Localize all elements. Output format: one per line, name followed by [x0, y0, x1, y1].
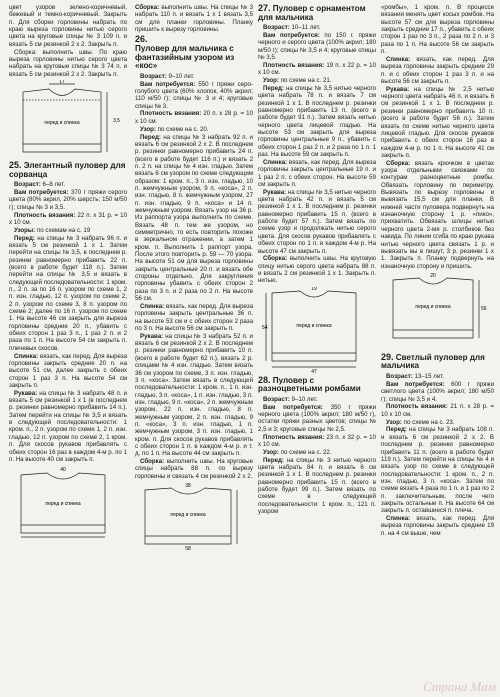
pattern-diagram-26	[135, 482, 253, 552]
pattern-diagram-24	[9, 80, 127, 158]
watermark: Страна Мам	[423, 679, 496, 694]
column-4: «ромбы», 1 кром. п. В процессе вязания менять цвет косых ромбов. На высоте 57 см для выреза горловины закрыть средние 17 п., убавить с обеих сторон 1 раз по 3 п., 2 раза по 2 п. и 3 раза по 1 п. На высоте 56 см закрыть п. Спинка: вязать, как перед. Для выреза горловины закрыть средние 29 п. и с обеих сторон 1 раз 3 п. и на высоте 56 см закрыть п. Рукава: на спицы № 2,5 нитью черного цвета набрать 46 п. и вязать 6 см резинкой 1 х 1. В последнем р. резинки равномерно прибавить 10 п. (всего в работе будет 56 п.). Затем вязать по схеме нитью черного цвета лицевой гладью. Для скосов рукавов прибавить с обеих сторон 16 раз в каждом 4-м р. по 1 п. На высоте 41 см закрыть п. Сборка: вязать крючком в цветах узора отдельными связками по контурам разноцветные ромбы. Обвязать горловину по периметру. Вывязать по вырезу горловины и вывязать 15,5 см для планки. В нижней части пуловера подвернуть на изнаночную сторону 1 р. «пико», прихватить. Обвязать шлицы нитью черного цвета 2-мя р. столбиков без накида. По линии сгиба по краю рукава нитью черного цвета связать 1 р. и вывязать вы в пишут, 3 р. резинки 1 х 1. Закрыть п. Планку подвернуть на изнаночную сторону и пришить. 20 56 перед и спинка 29. Светлый пуловер для мальчика Возраст: 13–15 лет. Вам потребуется: 600 г пряжи светлого цвета (100% акрил; 180 м/50 г); спицы № 3,5 и 4. Плотность вязания: 21 п. х 28 р. = 10 х 10 см. Узор: по схеме на с. 23. Перед: на спицы № 3 набрать 108 п. и вязать 6 см резинкой 2 х 2. В последнем р. резинки равномерно прибавить 11 п. (всего в работе будет 119 п.). Затем перейти на спицы № 4 и вязать узор по схеме в следующей последовательности: 1 кром. п., 2 п. изн. гладью, 3 п. «коса». Затем по схеме вязать 4 раза по 1 п. и 1 раз по 2 п. заключительным, после чего закрыть остальные п. На высоте 64 см закрыть п. оставшиеся п. плеча. Спинка: вязать, как перед. Для выреза горловины закрыть средние 19 п. на 4 см выше, чем	[381, 4, 494, 537]
diagram-label: перед и спинка	[44, 119, 80, 126]
column-1: цвет узоров зелено-коричневый, бежевый и темно-коричневый. Закрыть п. Для сборки горловины набрать по краю выреза горловины нитью серого цвета на круговые спицы № 3 109 п. и вязать 5 см резинкой 2 х 2. Закрыть п. Сборка: выполнить швы. По краю выреза горловины нитью серого цвета набрать на круговые спицы № 3 74 п. и вязать 5 см резинкой 2 х 2. Закрыть п. 17 3,5 перед и спинка 25. Элегантный пуловер для сорванца Возраст: 6–8 лет. Вам потребуется: 370 г пряжи серого цвета (80% акрил, 20% шерсть; 150 м/50 г); спицы № 3 и 3,5. Плотность вязания: 22 п. х 31 р. = 10 х 10 см. Узоры: по схемам на с. 19 Перед: на спицы № 3 набрать 96 п. и вязать 5 см резинкой 1 х 1. Затем перейти на спицы № 3,5, в последнем р. резинки равномерно прибавить 22 п. (всего в работе будет 118 п.). Затем перейти на спицы № 3,5 и вязать в следующей последовательности: 1 кром. п., 2 п. за по 16 п. узором по схеме 1, 2 п. изн. гладью, 12 п. узором по схеме 2, 2 п. узором по схеме 3, 8 п. узором по схеме 2; далее по 16 п. узором по схеме 1. На высоте 46 см закрыть для выреза горловины средние 20 п., убавить с обеих сторон 1 раз 3 п., 1 раз 2 п. и 2 раза по 1 п. На высоте 54 см закрыть п. плечевых скосов. Спинка: вязать, как перед. Для выреза горловины закрыть средние 20 п. на высоте 51 см, далее закрыть с обеих сторон 1 раз 3 п. На высоте 54 см закрыть п. Рукава: на спицы № 3 набрать 48 п. и вязать 5 см резинкой 1 х 1 (в последнем р. резинки равномерно прибавить 14 п.). Затем перейти на спицы № 3,5 и вязать в следующей последовательности: 1 кром. п., 2 п. узором по схеме 1, 2 п. изн. гладью, 12 п. узором по схеме 2, 1 кром. п. Для скосов рукавов прибавлять с обеих сторон 16 раз в каждом 4-м р. по 1 п. На высоте 40 см закрыть п. 40 перед и спинка	[9, 4, 127, 542]
dimension-label: 56	[481, 305, 487, 312]
text-paragraph: «ромбы», 1 кром. п. В процессе вязания менять цвет косых ромбов. На высоте 57 см для выреза горловины закрыть средние 17 п., убавить с обеих сторон 1 раз по 3 п., 2 раза по 2 п. и 3 раза по 1 п. На высоте 56 см закрыть п.	[381, 4, 494, 56]
pattern-diagram-27	[258, 287, 376, 373]
pattern-heading-25: 25. Элегантный пуловер для сорванца	[9, 159, 126, 179]
pattern-heading-26: 26. Пуловер для мальчика с фантазийным узором из «кос»	[135, 34, 235, 71]
dimension-label: 38	[185, 483, 191, 490]
diagram-label: перед и спинка	[170, 512, 206, 519]
text-paragraph: Сборка: выполнить швы. По краю выреза горловины нитью серого цвета набрать на круговые спицы № 3 74 п. и вязать 5 см резинкой 2 х 2. Закрыть п.	[9, 48, 127, 78]
dimension-label: 17	[59, 79, 65, 85]
pattern-heading-29: 29. Светлый пуловер для мальчика	[381, 351, 485, 371]
dimension-label: 58	[185, 546, 191, 553]
pattern-heading-27: 27. Пуловер с орнаментом для мальчика	[258, 3, 366, 22]
pattern-diagram-25	[9, 465, 127, 539]
diagram-label: перед и спинка	[296, 322, 332, 329]
diagram-label: перед и спинка	[415, 303, 451, 310]
dimension-label: 20	[430, 272, 436, 279]
column-2: Сборка: выполнить швы. На спицы № 3 набрать 110 п. и вязать 1 х 1 вязать 3,5 см для планки горловины. Планку пришить к вырезу горловины. 26. Пуловер для мальчика с фантазийным узором из «кос» Возраст: 9–10 лет. Вам потребуется: 550 г пряжи серо-голубого цвета (60% хлопок, 40% акрил; 110 м/50 г); спицы № 3 и 4; круговые спицы № 3. Плотность вязания: 20 п. х 28 р. = 10 х 10 см. Узор: по схеме на с. 20. Перед: на спицы № 3 набрать 92 п. и вязать 6 см резинкой 2 х 2. В последнем р. резинки равномерно прибавить 24 п. (всего в работе будет 116 п.) и вязать 2 п. 2 п. на спицы № 4 изн. гладью. Затем вязать 6 см узором по схеме следующим образом: 1 кром. п., 3 п. изн. гладью, 10 п. жемчужным узором, 9 п. «коса», 2 п. изн. гладью, 8 п. жемчужным узором, 27 п. изн. гладью, 9 п. «коса» и 14 п. жемчужным узором. Вязать узор на 36 р. Из раппорта узора выполнить по схеме. Вязать 48 п. тем же узором, но симметрично, то есть повторить похоже в зеркальном отражении, а затем 1 кром. п. Выполнить 1 раппорт узора. После этого повторить р. 59 — 70 узора. На высоте 51 см для выреза горловины закрыть центральные 20 п. и вязать обе стороны отдельно. Для закругления горловины убавить с обеих сторон 2 раза по 3 п. и 2 раза по 2 п. На высоте 56 см. Спинка: вязать, как перед. Для выреза горловины закрыть центральные 36 п. на высоте 53 см и с обеих сторон 2 раза по 3 п. На высоте 56 см закрыть п. Рукава: на спицы № 3 набрать 52 п. и вязать 6 см резинкой 2 х 2. В последнем р. резинки равномерно прибавить 10 п. (всего в работе будет 62 п.), вязать 2 р. спицами № 4 изн. гладью. Затем вязать 36 см узором по схеме, 3 п. изн. гладью, 3 п. «коса». Затем вязать в следующей последовательности: 1 кром. п., 1 п. изн. гладью, 3 п. «коса», 1 п. изн. гладью, 3 п. изн. гладью, 9 п. «коса», 2 п. жемчужным узором, 22 п. изн. гладью, 8 п. жемчужным узором, 2 п. изн. гладью, 9 п. «коса», 3 п. изн. гладью, 1 п. жемчужным узором, 3 п. изн. гладью, 1 кром. п. Для скосов рукавов прибавлять с обеих сторон 1 п. в каждом 4-м р. и т. д. по 1 п. На высоте 44 см закрыть п. Сборка: выполнить швы. На круговые спицы набрать 88 п. по вырезу горловины и связать 4 см резинкой 2 х 2. 38 58 перед и спинка	[135, 4, 253, 553]
dimension-label: 40	[60, 467, 66, 474]
dimension-label: 19	[311, 286, 317, 292]
dimension-label: 47	[311, 368, 317, 373]
text-paragraph: цвет узоров зелено-коричневый, бежевый и темно-коричневый. Закрыть п. Для сборки горловины набрать по краю выреза горловины нитью серого цвета на круговые спицы № 3 109 п. и вязать 5 см резинкой 2 х 2. Закрыть п.	[9, 4, 127, 48]
dimension-label: 3,5	[113, 117, 120, 124]
diagram-label: перед и спинка	[45, 501, 81, 508]
dimension-label: 54	[262, 324, 268, 331]
pattern-heading-28: 28. Пуловер с разноцветными ромбами	[258, 374, 361, 394]
pattern-diagram-28	[381, 272, 494, 350]
column-3: 27. Пуловер с орнаментом для мальчика Возраст: 10–11 лет. Вам потребуется: по 150 г. пряжи черного и серого цвета (100% акрил; 180 м/50 г); спицы № 3,5 и 4; круговые спицы № 3,5. Плотность вязания: 19 п. х 22 р. = 10 х 10 см. Узор: по схеме на с. 21. Перед: на спицы № 3,5 нитью черного цвета набрать 78 п. и вязать 7 см резинкой 1 х 1. В последнем р. резинки равномерно прибавить 13 п. (всего в работе будет 91 п.). Затем вязать нитью черного цвета лицевой гладью. На высоте 53 см закрыть для выреза горловины центральные 9 п., убавить с обеих сторон 1 раз 2 п. и 2 раза по 1 п. 1 раз. На высоте 59 см закрыть п. Спинка: вязать, как перед. Для выреза горловины закрыть центральные 19 п. и 1 раз 2 п. с обеих сторон. На высоте 59 см закрыть п. Рукава: на спицы № 3,5 нитью черного цвета набрать 42 п. и вязать 5 см резинкой 1 х 1. В последнем р. резинки равномерно прибавить 15 п. (всего в работе будет 57 п.). Затем вязать по схеме узор и продолжать нитью серого цвета. Для скосов рукавов прибавлять с обеих сторон по 1 п. в каждом 4-м р. На высоте 47 см закрыть п. Сборка: выполнить швы. На круговую спицу нитью серого цвета набрать 88 п. и вязать 2 см резинкой 1 х 1. Закрыть п. нитью. 54 19 47 перед и спинка 28. Пуловер с разноцветными ромбами Возраст: 9–10 лет. Вам потребуется: 350 г пряжи черного цвета (100% акрил; 180 м/50 г), остатки пряжи разных цветов; спицы № 2,5 и 3; круговые спицы № 2,5. Плотность вязания: 23 п. х 32 р. = 10 х 10 см. Узор: по схеме на с. 22. Перед: на спицы № 3 нитью черного цвета набрать 84 п. и вязать 6 см резинкой 1 х 1. В последнем р. резинки равномерно прибавить 15 п. (всего в работе будет 99 п.). Затем вязать по схеме в следующей последовательности: 1 кром. п., 121 п. узором	[258, 3, 376, 516]
